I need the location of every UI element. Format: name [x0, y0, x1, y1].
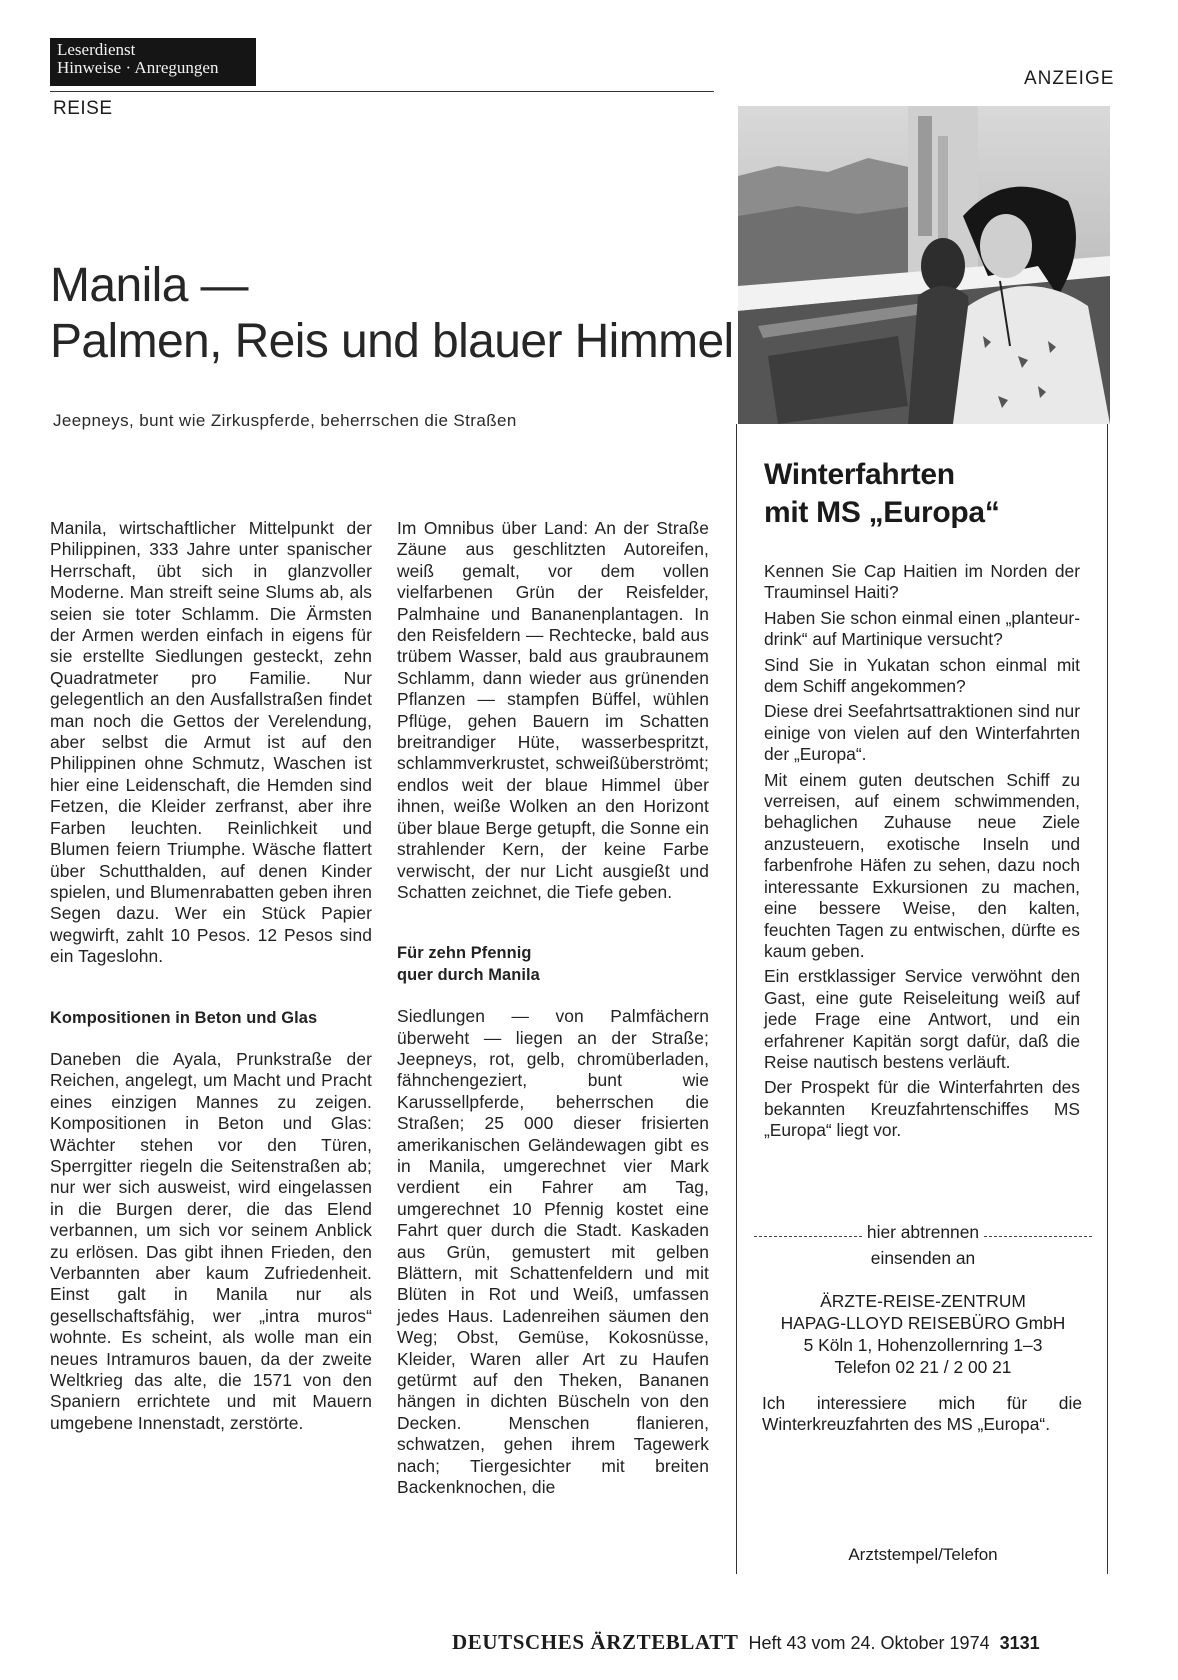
cruise-ship-photo [738, 106, 1110, 424]
cut-label-text: hier abtrennen [863, 1222, 983, 1242]
subheading-line-2: quer durch Manila [397, 965, 540, 984]
section-label: REISE [53, 98, 113, 119]
doctor-stamp-label: Arztstempel/Telefon [848, 1545, 998, 1564]
paragraph: Im Omnibus über Land: An der Straße Zäune aus geschlitzten Autoreifen, weiß gemalt, vor dem vollen vielfarbenen Grün der Reisfelder, Palmhaine und Bananenplantagen. In den Reisfeldern — Rechtecke, bald aus trübem Wasser, bald aus graubraunem Schlamm, dann wieder aus grünenden Pflanzen — stampfen Büffel, wühlen Pflüge, gehen Bauern im Schatten breitrandiger Hüte, wasserbespritzt, schlammverkrustet, schweißüberströmt; endlos weit der blaue Himmel über ihnen, weiße Wolken an den Horizont über blaue Berge getupft, die Sonne ein strahlender Kern, der keine Farbe verwischt, der nur Licht ausgießt und Schatten zeichnet, die Tiefe geben. [397, 518, 709, 902]
article-column-2 [397, 518, 709, 1498]
paragraph: Manila, wirtschaftlicher Mittelpunkt der Philippinen, 333 Jahre unter spanischer Herrschaft, übt sich in glanzvoller Moderne. Man streift seine Slums ab, als seien sie toter Schlamm. Die Ärmsten der Armen werden einfach in eigens für sie erstellte Siedlungen gesteckt, zehn Quadratmeter pro Familie. Nur gelegentlich an den Ausfallstraßen findet man noch die Gettos der Verelendung, aber selbst die Armut ist auf den Philippinen ohne Schmutz, Waschen ist hier eine Leidenschaft, die Hemden sind Fetzen, die Kleider zerfranst, aber ihre Farben leuchten. Reinlichkeit und Blumen feiern Triumphe. Wäsche flattert über Schutthalden, auf denen Kinder spielen, und Blumenrabatten geben ihren Segen dazu. Wer ein Stück Papier wegwirft, zahlt 10 Pesos. 12 Pesos sind ein Tageslohn. [50, 518, 372, 967]
article-title [50, 258, 734, 370]
page-number: 3131 [999, 1633, 1040, 1653]
issue-info: Heft 43 vom 24. Oktober 1974 [748, 1633, 990, 1653]
paragraph: Siedlungen — von Palmfächern überweht — liegen an der Straße; Jeepneys, rot, gelb, chromüberladen, fähnchengeziert, bunt wie Karussellpferde, beherrschen die Straßen; 25 000 dieser frisierten amerikanischen Geländewagen gibt es in Manila, umgerechnet vier Mark verdient ein Fahrer am Tag, umgerechnet 10 Pfennig kostet eine Fahrt quer durch die Stadt. Kaskaden aus Grün, gemustert mit gelben Blättern, mit Schattenfeldern und mit Blüten in Rot und Weiß, umfassen jedes Haus. Ladenreihen säumen den Weg; Obst, Gemüse, Kokosnüsse, Kleider, Waren aller Art zu Haufen getürmt auf den Theken, Bananen hängen in dichten Büscheln von den Decken. Menschen flanieren, schwatzen, gehen ihrem Tagewerk nach; Tiergesichter mit breiten Backenknochen, die [397, 1006, 709, 1498]
badge-line-1: Leserdienst [57, 40, 136, 59]
cut-label [754, 1222, 1092, 1243]
ad-title-line-1: Winterfahrten [764, 458, 955, 491]
article-subtitle: Jeepneys, bunt wie Zirkuspferde, beherrschen die Straßen [53, 411, 517, 430]
ad-paragraph: Der Prospekt für die Winterfahrten des bekannten Kreuzfahrtenschiffes MS „Europa“ liegt vor. [764, 1077, 1080, 1141]
ad-title [764, 456, 1000, 532]
article-column-1 [50, 518, 372, 1434]
subheading: Kompositionen in Beton und Glas [50, 1008, 318, 1027]
send-to-label: einsenden an [870, 1248, 976, 1268]
ad-paragraph: Haben Sie schon einmal einen „planteur-drink“ auf Martinique versucht? [764, 607, 1080, 650]
ad-paragraph: Ein erstklassiger Service verwöhnt den Gast, eine gute Reiseleitung weiß auf jede Frage eine Antwort, und ein erfahrener Kapitän sorgt dafür, daß die Reise nautisch bestens verläuft. [764, 966, 1080, 1072]
subheading [397, 943, 709, 986]
ad-paragraph: Sind Sie in Yukatan schon einmal mit dem Schiff angekommen? [764, 654, 1080, 697]
address-line-4: Telefon 02 21 / 2 00 21 [834, 1357, 1012, 1377]
magazine-name: DEUTSCHES ÄRZTEBLATT [452, 1630, 739, 1654]
ad-label: ANZEIGE [1024, 68, 1115, 89]
ad-title-line-2: mit MS „Europa“ [764, 496, 1000, 529]
address-line-1: ÄRZTE-REISE-ZENTRUM [820, 1291, 1026, 1311]
ad-paragraph: Diese drei Seefahrtsattraktionen sind nur einige von vielen auf den Winterfahrten der „Europa“. [764, 701, 1080, 765]
address-line-2: HAPAG-LLOYD REISEBÜRO GmbH [780, 1313, 1066, 1333]
leserdienst-badge [50, 38, 256, 86]
page-footer [452, 1630, 1040, 1655]
subheading-line-1: Für zehn Pfennig [397, 944, 532, 963]
interest-statement: Ich interessiere mich für die Winterkreuzfahrten des MS „Europa“. [762, 1393, 1082, 1435]
ad-paragraph: Mit einem guten deutschen Schiff zu verreisen, auf einem schwimmenden, behaglichen Zuhause neue Ziele anzusteuern, exotische Inseln und farbenfrohe Häfen zu sehen, dazu noch interessante Exkursionen zu machen, eine bessere Weise, den kalten, feuchten Tagen zu entwischen, dürfte es kaum geben. [764, 769, 1080, 961]
ad-text [764, 561, 1080, 1146]
address-block [754, 1290, 1092, 1378]
badge-line-2: Hinweise · Anregungen [57, 58, 219, 77]
title-line-1: Manila — [50, 259, 248, 312]
paragraph: Daneben die Ayala, Prunkstraße der Reichen, angelegt, um Macht und Pracht eines einzigen Mannes zu zeigen. Kompositionen in Beton und Glas: Wächter stehen vor den Türen, Sperrgitter riegeln die Seitenstraßen ab; nur wer sich ausweist, wird eingelassen in die Burgen derer, die das Elend verbannen, um sich vor seinem Anblick zu erlösen. Das gibt ihnen Frieden, den Verbannten aber kaum Zufriedenheit. Einst galt in Manila nur als gesellschaftsfähig, wer „intra muros“ wohnte. Es scheint, als wolle man ein neues Intramuros bauen, da der zweite Weltkrieg das alte, die 1571 von den Spaniern errichtete und mit Mauern umgebene Innenstadt, zerstörte. [50, 1048, 372, 1433]
ad-paragraph: Kennen Sie Cap Haitien im Norden der Trauminsel Haiti? [764, 561, 1080, 603]
title-line-2: Palmen, Reis und blauer Himmel [50, 315, 734, 368]
address-line-3: 5 Köln 1, Hohenzollernring 1–3 [803, 1335, 1043, 1355]
section-rule [50, 91, 714, 92]
